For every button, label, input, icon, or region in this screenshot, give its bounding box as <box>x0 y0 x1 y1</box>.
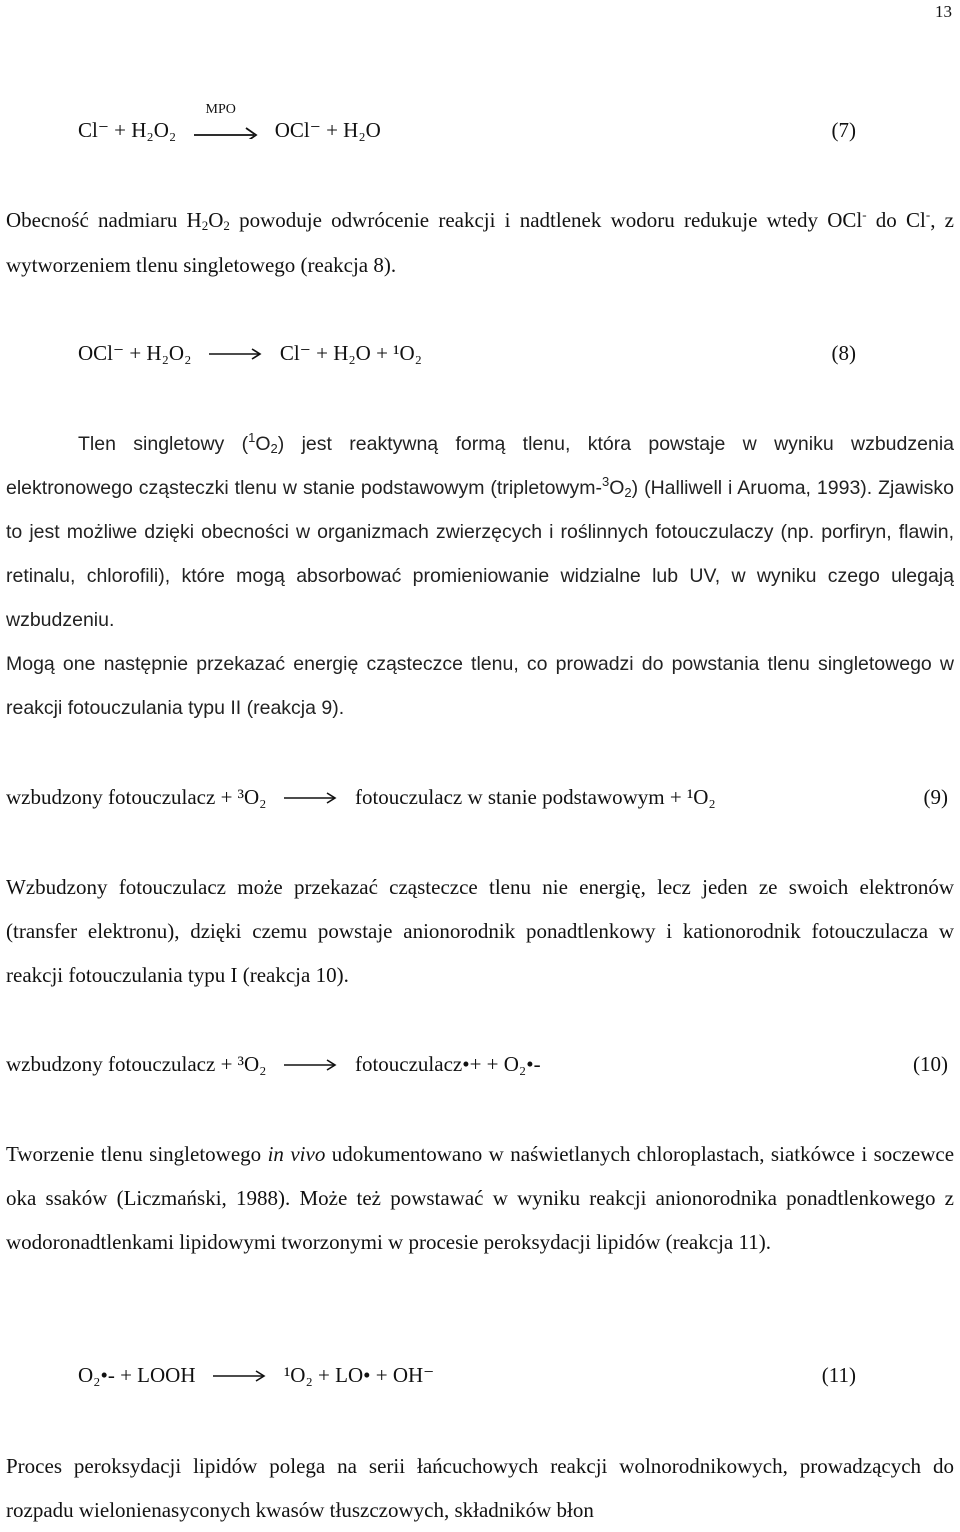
equation-10 <box>6 1052 948 1082</box>
reaction-arrow <box>209 347 263 361</box>
catalyst-label: MPO <box>205 102 236 117</box>
reaction-arrow <box>194 102 260 143</box>
paragraph-3: Wzbudzony fotouczulacz może przekazać cząsteczce tlenu nie energię, lecz jeden ze swoich elektronów (transfer elektronu), dzięki czemu powstaje anionorodnik ponadtlenkowy i kationorodnik fotouczulacza w reakcji fotouczulania typu I (reakcja 10). <box>6 875 954 987</box>
eq9-left: wzbudzony fotouczulacz + ³O₂ <box>6 785 267 809</box>
reaction-arrow <box>213 1369 267 1383</box>
paragraph-2: Tlen singletowy $(^1O_2)$ jest reaktywną formą tlenu, która powstaje w wyniku wzbudzenia elektronowego cząsteczki tlenu w stanie podstawowym $(tripletowym-^3O_2)$ (Halliwell i Aruoma, 1993). Zjawisko to jest możliwe dzięki obecności w organizmach zwierzęcych i roślinnych fotouczulaczy (np. porfiryn, flawin, retinalu, chlorofili), które mogą absorbować promieniowanie widzialne lub UV, w wyniku czego ulegają wzbudzeniu. <box>6 430 954 631</box>
eq8-left: OCl⁻ + H₂O₂ <box>78 341 192 365</box>
equation-number: (7) <box>831 118 856 142</box>
paragraph-1: Obecność nadmiaru $H_2O_2$ powoduje odwrócenie reakcji i nadtlenek wodoru redukuje wtedy OCl- do Cl-, z wytworzeniem tlenu singletowego (reakcja 8). <box>6 207 954 277</box>
eq11-right: ¹O₂ + LO• + OH⁻ <box>284 1363 435 1387</box>
eq7-right: OCl⁻ + H₂O <box>274 118 381 142</box>
eq10-left: wzbudzony fotouczulacz + ³O₂ <box>6 1052 267 1076</box>
equation-11 <box>78 1363 856 1393</box>
equation-number: (11) <box>821 1363 856 1387</box>
equation-number: (8) <box>831 341 856 365</box>
equation-number: (10) <box>913 1052 948 1076</box>
equation-7 <box>78 102 856 148</box>
equation-number: (9) <box>923 785 948 809</box>
reaction-arrow <box>284 791 338 805</box>
eq10-right: fotouczulacz•+ + O₂•- <box>354 1052 541 1076</box>
eq11-left: O₂•- + LOOH <box>78 1363 196 1387</box>
paragraph-2b: Mogą one następnie przekazać energię cząsteczce tlenu, co prowadzi do powstania tlenu singletowego w reakcji fotouczulania typu II (reakcja 9). <box>6 653 954 719</box>
reaction-arrow <box>284 1058 338 1072</box>
eq9-right: fotouczulacz w stanie podstawowym + ¹O₂ <box>354 785 716 809</box>
eq7-left: Cl⁻ + H₂O₂ <box>78 118 177 142</box>
paragraph-4: Tworzenie tlenu singletowego in vivo udokumentowano w naświetlanych chloroplastach, siatkówce i soczewce oka ssaków (Liczmański, 1988). Może też powstawać w wyniku reakcji anionorodnika ponadtlenkowego z wodoronadtlenkami lipidowymi tworzonymi w procesie peroksydacji lipidów (reakcja 11). <box>6 1142 955 1254</box>
equation-9 <box>6 785 948 815</box>
paragraph-5: Proces peroksydacji lipidów polega na serii łańcuchowych reakcji wolnorodnikowych, prowadzących do rozpadu wielonienasyconych kwasów tłuszczowych, składników błon <box>6 1454 954 1522</box>
eq8-right: Cl⁻ + H₂O + ¹O₂ <box>279 341 422 365</box>
equation-8 <box>78 341 856 371</box>
page-number: 13 <box>935 2 952 21</box>
